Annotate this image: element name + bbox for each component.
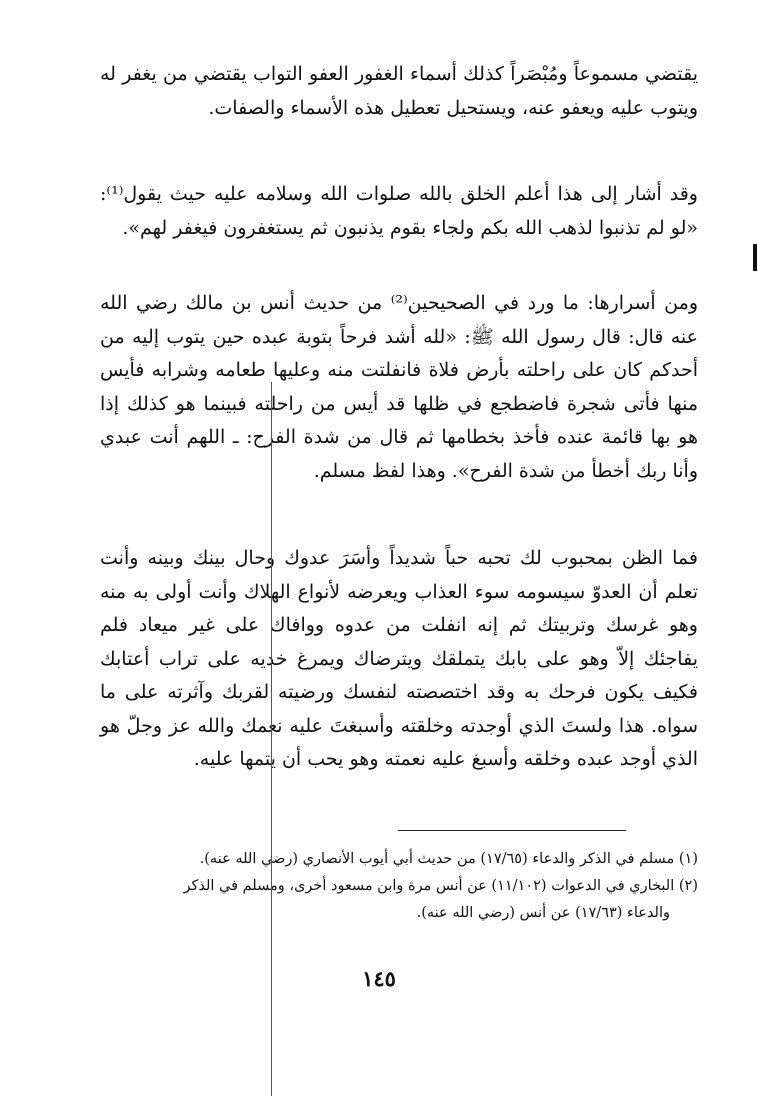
footnote-1: (١) مسلم في الذكر والدعاء (١٧/٦٥) من حديث أبي أيوب الأنصاري (رضي الله عنه).	[199, 851, 698, 867]
footnote-2-continuation: والدعاء (١٧/٦٣) عن أنس (رضي الله عنه).	[416, 905, 670, 921]
paragraph-attributes	[100, 58, 698, 125]
footnote-2: (٢) البخاري في الدعوات (١١/١٠٢) عن أنس مرة وابن مسعود أخرى، ومسلم في الذكر	[183, 878, 698, 894]
paragraph-text: ومن أسرارها: ما ورد في الصحيحين⁽²⁾ من حديث أنس بن مالك رضي الله عنه قال: قال رسول الله ﷺ: «لله أشد فرحاً بتوبة عبده حين يتوب إليه من أحدكم كان على راحلته بأرض فلاة فانفلتت منه وعليها طعامه وشرابه فأيس منها فأتى شجرة فاضطجع في ظلها قد أيس من راحلته فبينما هو كذلك إذا هو بها قائمة عنده فأخذ بخطامها ثم قال من شدة الفرح: ـ اللهم أنت عبدي وأنا ربك أخطأ من شدة الفرح». وهذا لفظ مسلم.	[100, 292, 698, 482]
paragraph-text: يقتضي مسموعاً ومُبْصَراً كذلك أسماء الغفور العفو التواب يقتضي من يغفر له ويتوب عليه ويعفو عنه، ويستحيل تعطيل هذه الأسماء والصفات.	[100, 63, 698, 119]
footnotes	[100, 846, 698, 927]
paragraph-text: فما الظن بمحبوب لك تحبه حباً شديداً وأسَرَ عدوك وحال بينك وبينه وأنت تعلم أن العدوّ سيسومه سوء العذاب ويعرضه لأنواع الهلاك وأنت أولى به منه وهو غرسك وتربيتك ثم إنه انفلت من عدوه ووافاك على غير ميعاد فلم يفاجئك إلاّ وهو على بابك يتملقك ويترضاك ويمرغ خديه على تراب أعتابك فكيف يكون فرحك به وقد اختصصته لنفسك ورضيته لقربك وآثرته على ما سواه. هذا ولستَ الذي أوجدته وخلقته وأسبغتَ عليه نعمك والله عز وجلّ هو الذي أوجد عبده وخلقه وأسبغ عليه نعمته وهو يحب أن يتمها عليه.	[100, 547, 698, 770]
scan-edge-mark	[753, 244, 757, 271]
paragraph-hadith-joy	[100, 287, 698, 488]
page-number: ١٤٥	[362, 966, 396, 991]
scan-crease-line	[271, 382, 272, 1096]
footnote-divider	[398, 830, 626, 831]
paragraph-text: وقد أشار إلى هذا أعلم الخلق بالله صلوات الله وسلامه عليه حيث يقول⁽¹⁾: «لو لم تذنبوا لذهب الله بكم ولجاء بقوم يذنبون ثم يستغفرون فيغفر لهم».	[100, 183, 698, 239]
paragraph-parable	[100, 542, 698, 777]
paragraph-hadith-forgiveness	[100, 178, 698, 245]
